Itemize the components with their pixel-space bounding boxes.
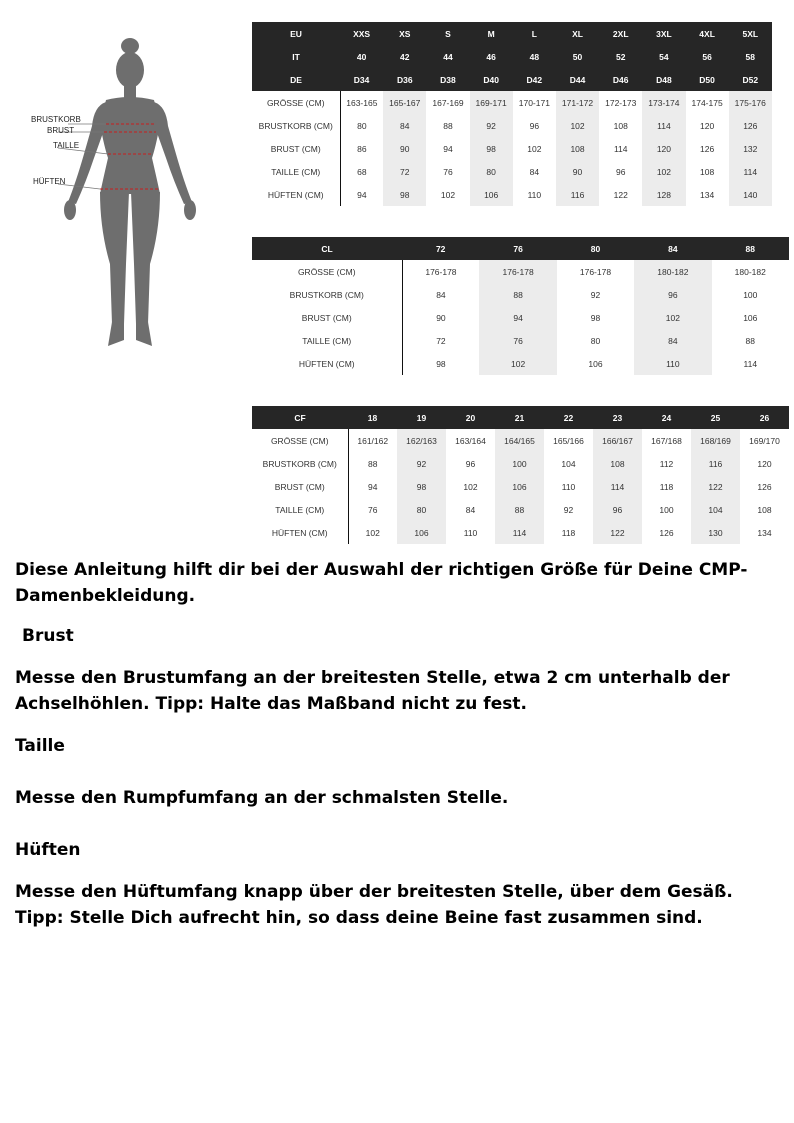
table-cell: 110 <box>634 352 711 375</box>
table-cell: 96 <box>615 166 626 177</box>
brust-text: Messe den Brustumfang an der breitesten Stelle, etwa 2 cm unterhalb der Achselhöhlen. Tipp: Halte das Maßband nicht zu fest. <box>15 668 730 714</box>
table-cell: 114 <box>729 160 772 183</box>
table-cell: 80 <box>357 120 367 131</box>
table-cell: 166/167 <box>593 429 642 452</box>
table-header-cell: 26 <box>740 406 789 429</box>
table-header-cell: 42 <box>383 45 426 68</box>
table-cell: 92 <box>590 289 601 300</box>
table-cell: 100 <box>659 504 674 515</box>
table-cell: 94 <box>357 189 367 200</box>
table-cell: 176-178 <box>579 266 612 277</box>
table-cell: 168/169 <box>691 429 740 452</box>
table-cell: 72 <box>436 335 446 346</box>
row-label: GRÖSSE (CM) <box>252 429 348 452</box>
table-cell: 176-178 <box>425 266 457 277</box>
brust-heading: Brust <box>22 626 74 646</box>
table-header-cell: IT <box>252 45 340 68</box>
table-header-cell: 20 <box>446 406 495 429</box>
table-header-cell: 80 <box>557 237 634 260</box>
table-cell: 96 <box>634 283 711 306</box>
table-cell: 102 <box>642 160 685 183</box>
table-header-cell: 46 <box>470 45 513 68</box>
row-label: BRUST (CM) <box>252 306 402 329</box>
table-header-cell: 48 <box>513 45 556 68</box>
table-cell: 114 <box>613 143 628 154</box>
table-cell: 174-175 <box>691 97 723 108</box>
row-label: HÜFTEN (CM) <box>252 352 402 375</box>
table-cell: 118 <box>561 527 576 538</box>
table-cell: 96 <box>529 120 540 131</box>
table-cell: 134 <box>757 527 772 538</box>
table-cell: 164/165 <box>495 429 544 452</box>
table-header-cell: 22 <box>544 406 593 429</box>
table-cell: 162/163 <box>397 429 446 452</box>
table-cell: 86 <box>357 143 367 154</box>
table-cell: 76 <box>368 504 378 515</box>
table-cell: 104 <box>691 498 740 521</box>
table-row <box>252 114 772 137</box>
table-cell: 114 <box>642 114 685 137</box>
table-cell: 106 <box>743 312 758 323</box>
table-header-cell: D34 <box>340 68 383 91</box>
table-cell: 130 <box>691 521 740 544</box>
table-cell: 102 <box>463 481 478 492</box>
table-header-cell: S <box>426 22 469 45</box>
body-figure <box>20 34 220 356</box>
table-header-cell: D36 <box>383 68 426 91</box>
table-header-cell: 76 <box>479 237 556 260</box>
table-header-cell: 25 <box>691 406 740 429</box>
table-row <box>252 91 772 114</box>
taille-label: TAILLE <box>53 141 80 150</box>
hueften-heading: Hüften <box>15 840 81 860</box>
table-cell: 72 <box>383 160 426 183</box>
table-header-cell: L <box>513 22 556 45</box>
table-header-cell: 24 <box>642 406 691 429</box>
table-cell: 134 <box>700 189 715 200</box>
table-row <box>252 452 789 475</box>
table-cell: 98 <box>383 183 426 206</box>
table-cell: 114 <box>495 521 544 544</box>
table-header-cell: XXS <box>340 22 383 45</box>
table-row <box>252 160 772 183</box>
table-cell: 108 <box>757 504 772 515</box>
table-header-cell: D42 <box>513 68 556 91</box>
guide-intro: Diese Anleitung hilft dir bei der Auswahl der richtigen Größe für Deine CMP-Damenbekleidung. <box>15 560 748 606</box>
table-cell: 163-165 <box>346 97 378 108</box>
table-cell: 108 <box>556 137 599 160</box>
table-cell: 128 <box>642 183 685 206</box>
size-table-eu <box>252 22 772 206</box>
table-cell: 170-171 <box>518 97 550 108</box>
table-header-row <box>252 45 772 68</box>
table-cell: 68 <box>357 166 367 177</box>
table-cell: 88 <box>495 498 544 521</box>
table-row <box>252 137 772 160</box>
table-cell: 88 <box>479 283 556 306</box>
table-header-cell: 19 <box>397 406 446 429</box>
table-cell: 110 <box>561 481 576 492</box>
table-cell: 126 <box>757 481 772 492</box>
table-cell: 84 <box>436 289 446 300</box>
size-table-cl <box>252 237 789 375</box>
table-cell: 80 <box>590 335 601 346</box>
table-header-cell: D38 <box>426 68 469 91</box>
table-cell: 122 <box>691 475 740 498</box>
table-row <box>252 498 789 521</box>
table-cell: 90 <box>383 137 426 160</box>
table-row <box>252 429 789 452</box>
table-header-cell: D52 <box>729 68 772 91</box>
table-header-cell: CL <box>252 237 402 260</box>
table-cell: 180-182 <box>634 260 711 283</box>
table-cell: 108 <box>593 452 642 475</box>
table-cell: 112 <box>659 458 674 469</box>
table-cell: 88 <box>443 120 453 131</box>
table-cell: 102 <box>479 352 556 375</box>
table-header-cell: D48 <box>642 68 685 91</box>
table-cell: 132 <box>729 137 772 160</box>
table-header-cell: 2XL <box>599 22 642 45</box>
table-row <box>252 183 772 206</box>
table-cell: 100 <box>743 289 758 300</box>
table-header-cell: 58 <box>729 45 772 68</box>
table-cell: 84 <box>465 504 476 515</box>
table-cell: 106 <box>470 183 513 206</box>
hueften-label: HÜFTEN <box>33 177 66 186</box>
row-label: TAILLE (CM) <box>252 329 402 352</box>
table-row <box>252 260 789 283</box>
table-cell: 92 <box>397 452 446 475</box>
table-cell: 118 <box>659 481 674 492</box>
row-label: GRÖSSE (CM) <box>252 91 340 114</box>
table-cell: 84 <box>529 166 540 177</box>
table-header-cell: 54 <box>642 45 685 68</box>
table-cell: 102 <box>440 189 456 200</box>
table-header-cell: 5XL <box>729 22 772 45</box>
row-label: BRUSTKORB (CM) <box>252 452 348 475</box>
table-cell: 126 <box>700 143 715 154</box>
table-cell: 120 <box>757 458 772 469</box>
table-cell: 100 <box>495 452 544 475</box>
table-row <box>252 283 789 306</box>
table-header-cell: 50 <box>556 45 599 68</box>
table-cell: 114 <box>593 475 642 498</box>
table-cell: 102 <box>556 114 599 137</box>
table-row <box>252 521 789 544</box>
table-cell: 167/168 <box>651 435 682 446</box>
brustkorb-label: BRUSTKORB <box>31 115 81 124</box>
table-header-cell: XS <box>383 22 426 45</box>
table-cell: 122 <box>593 521 642 544</box>
table-cell: 169/170 <box>749 435 780 446</box>
table-cell: 126 <box>729 114 772 137</box>
row-label: HÜFTEN (CM) <box>252 183 340 206</box>
table-cell: 92 <box>563 504 574 515</box>
table-cell: 126 <box>659 527 674 538</box>
table-header-cell: 84 <box>634 237 711 260</box>
table-cell: 180-182 <box>734 266 766 277</box>
table-cell: 161/162 <box>357 435 389 446</box>
table-header-cell: D50 <box>686 68 729 91</box>
body-silhouette-icon <box>20 34 220 356</box>
row-label: BRUST (CM) <box>252 475 348 498</box>
table-cell: 163/164 <box>455 435 486 446</box>
row-label: BRUSTKORB (CM) <box>252 114 340 137</box>
table-row <box>252 306 789 329</box>
table-cell: 120 <box>700 120 715 131</box>
table-cell: 80 <box>397 498 446 521</box>
brust-label: BRUST <box>47 126 75 135</box>
table-header-cell: 72 <box>402 237 479 260</box>
table-cell: 171-172 <box>556 91 599 114</box>
table-cell: 116 <box>691 452 740 475</box>
table-cell: 76 <box>443 166 453 177</box>
table-cell: 102 <box>365 527 380 538</box>
table-cell: 88 <box>368 458 378 469</box>
table-header-cell: 23 <box>593 406 642 429</box>
table-cell: 102 <box>527 143 542 154</box>
table-header-cell: 52 <box>599 45 642 68</box>
table-cell: 96 <box>593 498 642 521</box>
table-cell: 108 <box>613 120 628 131</box>
table-header-cell: 3XL <box>642 22 685 45</box>
table-header-cell: M <box>470 22 513 45</box>
table-cell: 140 <box>729 183 772 206</box>
table-header-cell: 56 <box>686 45 729 68</box>
table-cell: 76 <box>479 329 556 352</box>
table-header-cell: 18 <box>348 406 397 429</box>
table-header-cell: D44 <box>556 68 599 91</box>
table-cell: 169-171 <box>470 91 513 114</box>
table-cell: 172-173 <box>605 97 637 108</box>
table-cell: 120 <box>642 137 685 160</box>
table-cell: 114 <box>743 358 758 369</box>
table-header-row <box>252 237 789 260</box>
taille-heading: Taille <box>15 736 65 756</box>
table-cell: 98 <box>436 358 446 369</box>
table-cell: 84 <box>634 329 711 352</box>
table-cell: 94 <box>368 481 378 492</box>
table-row <box>252 329 789 352</box>
table-header-cell: DE <box>252 68 340 91</box>
table-cell: 98 <box>590 312 601 323</box>
row-label: GRÖSSE (CM) <box>252 260 402 283</box>
table-cell: 165-167 <box>383 91 426 114</box>
table-cell: 104 <box>561 458 576 469</box>
table-cell: 106 <box>588 358 603 369</box>
table-cell: 122 <box>613 189 628 200</box>
row-label: BRUSTKORB (CM) <box>252 283 402 306</box>
table-cell: 167-169 <box>432 97 464 108</box>
table-header-cell: 88 <box>712 237 789 260</box>
table-cell: 110 <box>463 527 478 538</box>
table-header-row <box>252 406 789 429</box>
table-cell: 94 <box>443 143 453 154</box>
table-header-cell: 44 <box>426 45 469 68</box>
table-cell: 90 <box>436 312 446 323</box>
table-cell: 98 <box>397 475 446 498</box>
table-cell: 175-176 <box>729 91 772 114</box>
table-header-cell: CF <box>252 406 348 429</box>
table-cell: 90 <box>556 160 599 183</box>
table-cell: 106 <box>495 475 544 498</box>
table-header-cell: 21 <box>495 406 544 429</box>
row-label: HÜFTEN (CM) <box>252 521 348 544</box>
table-cell: 110 <box>527 189 542 200</box>
size-table-cf <box>252 406 789 544</box>
table-cell: 108 <box>700 166 715 177</box>
taille-text: Messe den Rumpfumfang an der schmalsten Stelle. <box>15 788 509 808</box>
table-cell: 98 <box>470 137 513 160</box>
size-guide-text <box>15 557 785 931</box>
table-header-cell: D40 <box>470 68 513 91</box>
table-cell: 84 <box>383 114 426 137</box>
row-label: BRUST (CM) <box>252 137 340 160</box>
table-cell: 165/166 <box>553 435 584 446</box>
table-cell: 96 <box>465 458 476 469</box>
table-cell: 173-174 <box>642 91 685 114</box>
table-cell: 176-178 <box>479 260 556 283</box>
table-cell: 102 <box>634 306 711 329</box>
table-cell: 80 <box>470 160 513 183</box>
table-cell: 94 <box>479 306 556 329</box>
table-cell: 106 <box>397 521 446 544</box>
hueften-text: Messe den Hüftumfang knapp über der breitesten Stelle, über dem Gesäß. Tipp: Stelle Dich aufrecht hin, so dass deine Beine fast zusammen sind. <box>15 882 733 928</box>
table-row <box>252 352 789 375</box>
table-header-cell: 40 <box>340 45 383 68</box>
table-cell: 92 <box>470 114 513 137</box>
row-label: TAILLE (CM) <box>252 498 348 521</box>
row-label: TAILLE (CM) <box>252 160 340 183</box>
table-row <box>252 475 789 498</box>
table-header-row <box>252 22 772 45</box>
table-cell: 88 <box>745 335 756 346</box>
table-header-cell: XL <box>556 22 599 45</box>
table-header-row <box>252 68 772 91</box>
table-cell: 116 <box>556 183 599 206</box>
table-header-cell: D46 <box>599 68 642 91</box>
table-header-cell: 4XL <box>686 22 729 45</box>
table-header-cell: EU <box>252 22 340 45</box>
